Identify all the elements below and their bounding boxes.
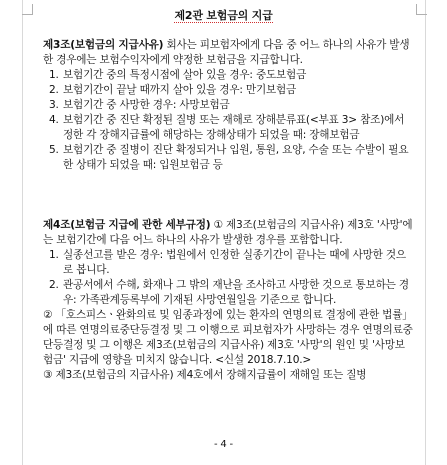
article-3-heading: 제3조(보험금의 지급사유): [43, 39, 164, 51]
article-4: [43, 218, 413, 383]
article-4-p1: [43, 218, 413, 248]
article-4-list: [43, 248, 413, 308]
list-item: 3. 보험기간 중 사망한 경우: 사망보험금: [49, 99, 230, 111]
article-4-p3: ③ 제3조(보험금의 지급사유) 제4호에서 장해지급률이 재해일 또는 질병: [43, 369, 367, 381]
page-number: - 4 -: [214, 439, 233, 450]
list-item: 1. 실종선고를 받은 경우: 법원에서 인정한 실종기간이 끝나는 때에 사망한 것으로 봅니다.: [49, 249, 406, 276]
article-3-intro-text: 회사는 피보험자에게 다음 중 어느 하나의 사유가 발생한 경우에는 보험수익자에게 약정한 보험금을 지급합니다.: [43, 39, 410, 66]
section-title-text: 제2관 보험금의 지급: [174, 9, 273, 22]
article-4-heading: 제4조(보험금 지급에 관한 세부규정): [43, 219, 211, 231]
article-4-p2: ② 「호스피스ㆍ완화의료 및 임종과정에 있는 환자의 연명의료 결정에 관한 법률」에 따른 연명의료중단등결정 및 그 이행으로 피보험자가 사망하는 경우 연명의료중단등결정 및 그 이행은 제3조(보험금의 지급사유) 제3호 '사망'의 원인 및 '사망보험금' 지급에 영향을 미치지 않습니다. <신설 2018.7.10.>: [43, 309, 413, 366]
list-item: 4. 보험기간 중 진단 확정된 질병 또는 재해로 장해분류표(<부표 3> 참조)에서 정한 각 장해지급률에 해당하는 장해상태가 되었을 때: 장해보험금: [49, 114, 405, 141]
section-title: [0, 8, 447, 23]
article-3: [43, 38, 413, 173]
list-item: 2. 보험기간이 끝날 때까지 살아 있을 경우: 만기보험금: [49, 84, 297, 96]
article-3-intro: [43, 38, 413, 68]
list-item: 5. 보험기간 중 질병이 진단 확정되거나 입원, 통원, 요양, 수술 또는 수발이 필요한 상태가 되었을 때: 입원보험금 등: [49, 144, 409, 171]
article-3-list: [43, 68, 413, 173]
list-item: 1. 보험기간 중의 특정시점에 살아 있을 경우: 중도보험금: [49, 69, 307, 81]
article-4-p1-text: ① 제3조(보험금의 지급사유) 제3호 '사망'에는 보험기간에 다음 어느 하나의 사유가 발생한 경우를 포함합니다.: [43, 219, 413, 246]
list-item: 2. 관공서에서 수해, 화재나 그 밖의 재난을 조사하고 사망한 것으로 통보하는 경우: 가족관계등록부에 기재된 사망연월일을 기준으로 합니다.: [49, 279, 409, 306]
